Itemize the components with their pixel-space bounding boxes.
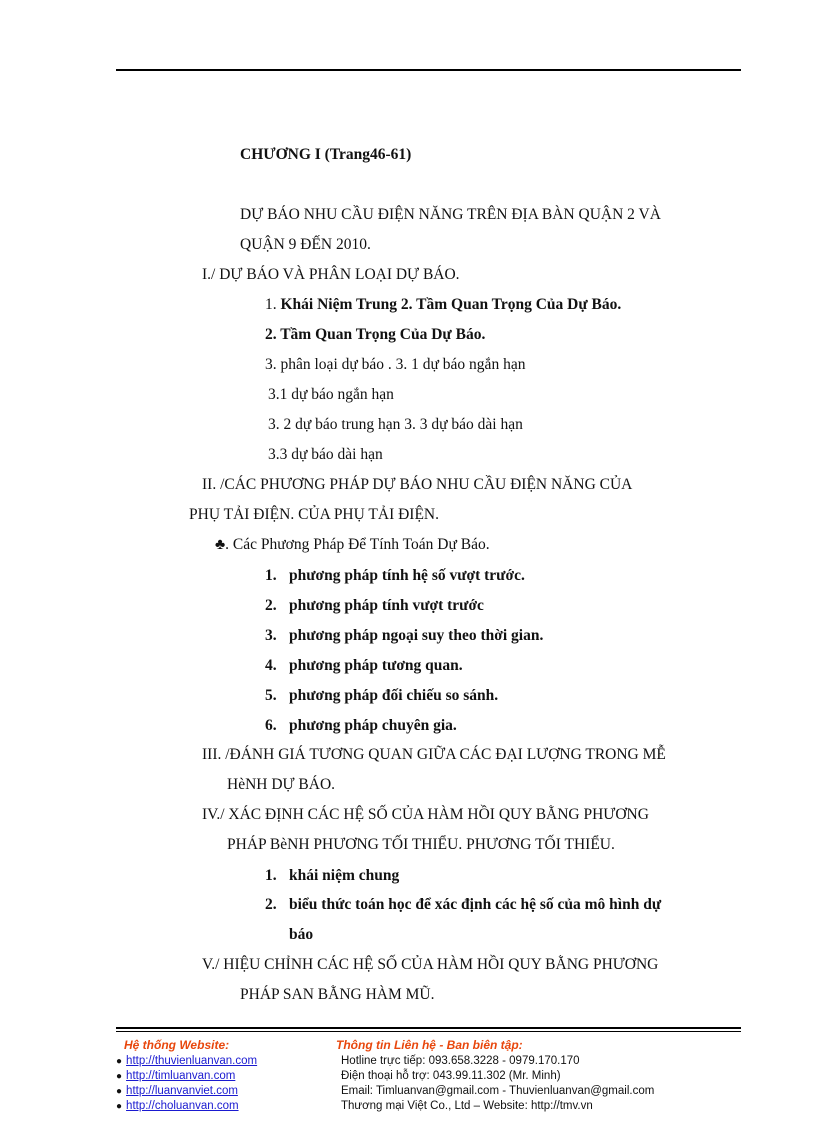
footer-website-heading: Hệ thống Website:	[124, 1038, 230, 1052]
method-num: 6.	[265, 717, 277, 734]
footer-link-item	[116, 1100, 239, 1112]
method-text: phương pháp tương quan.	[289, 657, 463, 674]
bullet-icon: ●	[116, 1086, 123, 1097]
section2-title-line-2: PHỤ TẢI ĐIỆN. CỦA PHỤ TẢI ĐIỆN.	[189, 506, 440, 523]
section2-subtitle-text: . Các Phương Pháp Để Tính Toán Dự Báo.	[225, 536, 490, 553]
section4-title-line-2: PHÁP BèNH PHƯƠNG TỐI THIỂU. PHƯƠNG TỐI THIỂU.	[227, 836, 615, 853]
website-link[interactable]: http://timluanvan.com	[126, 1070, 236, 1082]
method-num: 4.	[265, 657, 277, 674]
method-text: phương pháp tính hệ số vượt trước.	[289, 567, 525, 584]
section1-item1-num: 1.	[265, 296, 277, 313]
method-num: 5.	[265, 687, 277, 704]
method-num: 2.	[265, 597, 277, 614]
method-item	[265, 716, 457, 736]
method-item	[265, 626, 543, 646]
header-rule	[116, 69, 741, 71]
method-item	[265, 686, 498, 706]
website-link[interactable]: http://thuvienluanvan.com	[126, 1055, 258, 1067]
section1-item2: 2. Tầm Quan Trọng Của Dự Báo.	[265, 326, 486, 343]
chapter-title: CHƯƠNG I (Trang46-61)	[240, 146, 412, 163]
section1-item1	[265, 295, 621, 315]
section5-title-line-1: V./ HIỆU CHỈNH CÁC HỆ SỐ CỦA HÀM HỒI QUY BẰNG PHƯƠNG	[202, 956, 659, 973]
heading-line-2: QUẬN 9 ĐẾN 2010.	[240, 236, 371, 253]
method-text: phương pháp đối chiếu so sánh.	[289, 687, 499, 704]
section1-item5: 3. 2 dự báo trung hạn 3. 3 dự báo dài hạn	[268, 416, 523, 433]
contact-phone: Điện thoại hỗ trợ: 043.99.11.302 (Mr. Minh)	[341, 1070, 561, 1082]
footer-link-item	[116, 1085, 238, 1097]
method-text: phương pháp chuyên gia.	[289, 717, 457, 734]
contact-hotline: Hotline trực tiếp: 093.658.3228 - 0979.170.170	[341, 1055, 580, 1067]
footer-rule-thin	[116, 1031, 741, 1032]
section4-title-line-1: IV./ XÁC ĐỊNH CÁC HỆ SỐ CỦA HÀM HỒI QUY BẰNG PHƯƠNG	[202, 806, 649, 823]
section1-item6: 3.3 dự báo dài hạn	[268, 446, 383, 463]
bullet-icon: ●	[116, 1071, 123, 1082]
bullet-icon: ●	[116, 1056, 123, 1067]
method-item	[265, 656, 463, 676]
footer-rule	[116, 1027, 741, 1029]
section1-item1-text: Khái Niệm Trung 2. Tầm Quan Trọng Của Dự Báo.	[280, 296, 622, 313]
section1-item4: 3.1 dự báo ngắn hạn	[268, 386, 394, 403]
section1-title: I./ DỰ BÁO VÀ PHÂN LOẠI DỰ BÁO.	[202, 266, 460, 283]
footer-contact-heading: Thông tin Liên hệ - Ban biên tập:	[336, 1038, 523, 1052]
section3-title-line-2: HèNH DỰ BÁO.	[227, 776, 336, 793]
heading-line-1: DỰ BÁO NHU CẦU ĐIỆN NĂNG TRÊN ĐỊA BÀN QUẬN 2 VÀ	[240, 206, 661, 223]
footer-link-item	[116, 1070, 235, 1082]
club-bullet-icon: ♣	[215, 536, 226, 553]
footer-link-item	[116, 1055, 257, 1067]
section4-item-num: 1.	[265, 867, 277, 884]
contact-email: Email: Timluanvan@gmail.com - Thuvienluanvan@gmail.com	[341, 1085, 655, 1097]
website-link[interactable]: http://luanvanviet.com	[126, 1085, 238, 1097]
website-link[interactable]: http://choluanvan.com	[126, 1100, 239, 1112]
section1-item3: 3. phân loại dự báo . 3. 1 dự báo ngắn hạn	[265, 356, 526, 373]
method-num: 3.	[265, 627, 277, 644]
bullet-icon: ●	[116, 1101, 123, 1112]
method-item	[265, 596, 484, 616]
section4-item-num: 2.	[265, 896, 277, 913]
section4-item2-continued: báo	[289, 926, 314, 943]
section2-subtitle	[215, 535, 490, 555]
section4-item-text: biểu thức toán học để xác định các hệ số của mô hình dự	[289, 896, 662, 913]
section4-item	[265, 895, 661, 915]
section2-title-line-1: II. /CÁC PHƯƠNG PHÁP DỰ BÁO NHU CẦU ĐIỆN NĂNG CỦA	[202, 476, 633, 493]
method-item	[265, 566, 525, 586]
method-num: 1.	[265, 567, 277, 584]
method-text: phương pháp tính vượt trước	[289, 597, 484, 614]
method-text: phương pháp ngoại suy theo thời gian.	[289, 627, 544, 644]
section4-item-text: khái niệm chung	[289, 867, 400, 884]
contact-company: Thương mại Việt Co., Ltd – Website: http://tmv.vn	[341, 1100, 593, 1112]
section5-title-line-2: PHÁP SAN BẰNG HÀM MŨ.	[240, 986, 435, 1003]
section3-title-line-1: III. /ĐÁNH GIÁ TƯƠNG QUAN GIỮA CÁC ĐẠI LƯỢNG TRONG MỄ	[202, 746, 666, 763]
section4-item	[265, 866, 399, 886]
